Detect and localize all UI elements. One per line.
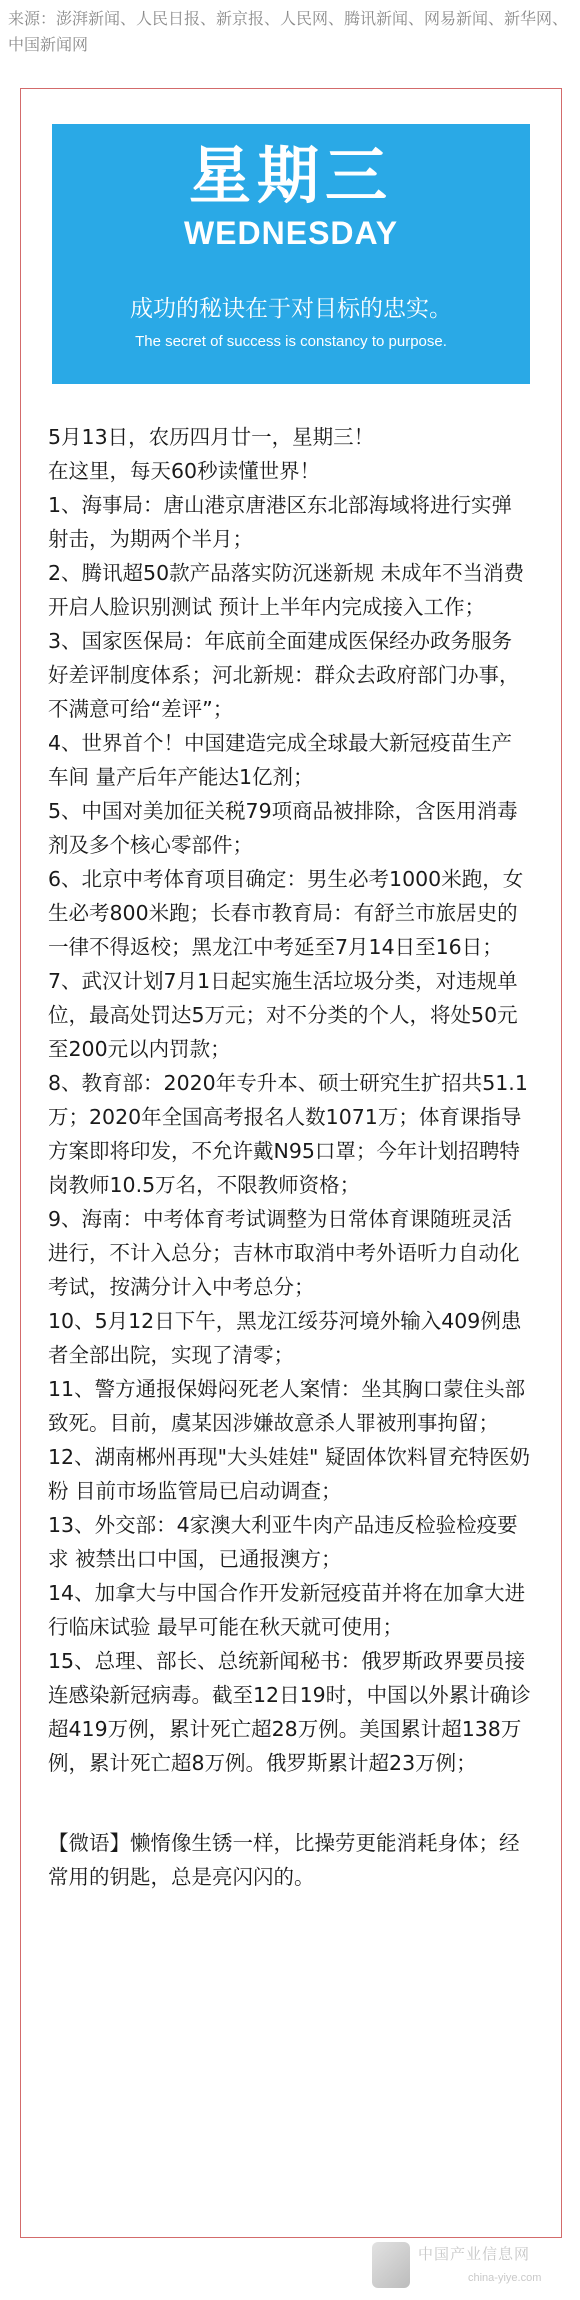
watermark-text: 中国产业信息网 bbox=[418, 2245, 531, 2263]
news-item-8: 8、教育部：2020年专升本、硕士研究生扩招共51.1万；2020年全国高考报名人数1071万；体育课指导方案即将印发，不允许戴N95口罩；今年计划招聘特岗教师10.5万名，不限教师资格； bbox=[48, 1071, 528, 1197]
weekday-english: WEDNESDAY bbox=[183, 215, 399, 251]
motto-english: The secret of success is constancy to purpose. bbox=[135, 333, 447, 350]
news-item-12: 12、湖南郴州再现"大头娃娃" 疑固体饮料冒充特医奶粉 目前市场监管局已启动调查； bbox=[48, 1445, 530, 1503]
news-item-3: 3、国家医保局：年底前全面建成医保经办政务服务好差评制度体系；河北新规：群众去政府部门办事，不满意可给“差评”； bbox=[48, 629, 520, 721]
news-item-4: 4、世界首个！中国建造完成全球最大新冠疫苗生产车间 量产后年产能达1亿剂； bbox=[48, 731, 513, 789]
news-item-1: 1、海事局：唐山港京唐港区东北部海域将进行实弹射击，为期两个半月； bbox=[48, 493, 513, 551]
news-item-5: 5、中国对美加征关税79项商品被排除，含医用消毒剂及多个核心零部件； bbox=[48, 799, 518, 857]
watermark-logo-icon bbox=[372, 2242, 410, 2288]
news-item-2: 2、腾讯超50款产品落实防沉迷新规 未成年不当消费开启人脸识别测试 预计上半年内完成接入工作； bbox=[48, 561, 525, 619]
news-item-6: 6、北京中考体育项目确定：男生必考1000米跑，女生必考800米跑；长春市教育局：有舒兰市旅居史的一律不得返校；黑龙江中考延至7月14日至16日； bbox=[48, 867, 524, 959]
watermark-url: china-yiye.com bbox=[468, 2272, 542, 2284]
weekday-banner bbox=[52, 124, 530, 384]
news-item-10: 10、5月12日下午，黑龙江绥芬河境外输入409例患者全部出院，实现了清零； bbox=[48, 1309, 522, 1367]
news-item-14: 14、加拿大与中国合作开发新冠疫苗并将在加拿大进行临床试验 最早可能在秋天就可使用； bbox=[48, 1581, 526, 1639]
news-item-7: 7、武汉计划7月1日起实施生活垃圾分类，对违规单位，最高处罚达5万元；对不分类的个人，将处50元至200元以内罚款； bbox=[48, 969, 518, 1061]
news-item-15: 15、总理、部长、总统新闻秘书：俄罗斯政界要员接连感染新冠病毒。截至12日19时，中国以外累计确诊超419万例，累计死亡超28万例。美国累计超138万例，累计死亡超8万例。俄罗斯累计超23万例； bbox=[48, 1649, 531, 1775]
news-item-9: 9、海南：中考体育考试调整为日常体育课随班灵活进行，不计入总分；吉林市取消中考外语听力自动化考试，按满分计入中考总分； bbox=[48, 1207, 520, 1299]
spacer bbox=[48, 1780, 532, 1826]
watermark bbox=[372, 2240, 572, 2292]
tagline: 在这里，每天60秒读懂世界！ bbox=[48, 459, 321, 483]
motto-chinese: 成功的秘诀在于对目标的忠实。 bbox=[130, 296, 452, 322]
daily-quote: 【微语】懒惰像生锈一样，比操劳更能消耗身体；经常用的钥匙，总是亮闪闪的。 bbox=[48, 1831, 520, 1889]
news-item-13: 13、外交部：4家澳大利亚牛肉产品违反检验检疫要求 被禁出口中国，已通报澳方； bbox=[48, 1513, 518, 1571]
source-line: 来源：澎湃新闻、人民日报、新京报、人民网、腾讯新闻、网易新闻、新华网、中国新闻网 bbox=[8, 9, 569, 54]
date-line: 5月13日，农历四月廿一，星期三！ bbox=[48, 425, 375, 449]
news-item-11: 11、警方通报保姆闷死老人案情：坐其胸口蒙住头部致死。目前，虞某因涉嫌故意杀人罪被刑事拘留； bbox=[48, 1377, 526, 1435]
news-content bbox=[48, 420, 532, 1894]
weekday-chinese: 星期三 bbox=[188, 139, 393, 212]
